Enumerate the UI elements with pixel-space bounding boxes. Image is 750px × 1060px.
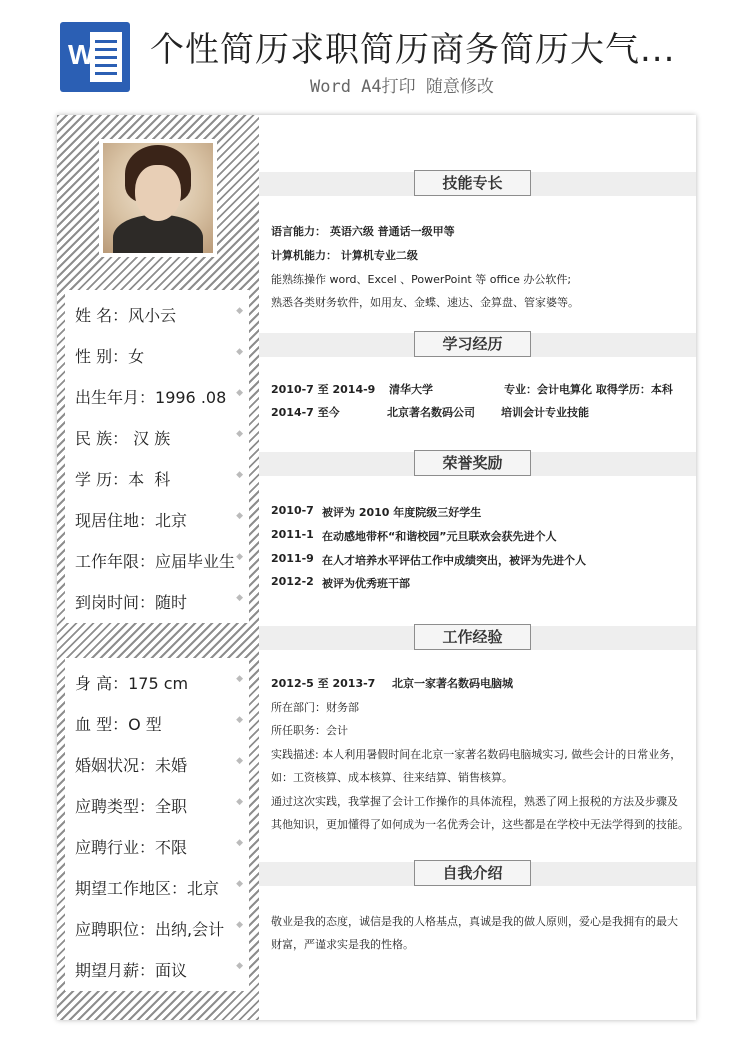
info-salary: 期望月薪：面议 bbox=[75, 961, 188, 980]
section-title-work: 工作经验 bbox=[414, 624, 531, 650]
intro-line: 财富，严谨求实是我的性格。 bbox=[271, 938, 414, 951]
info-residence: 现居住地：北京 bbox=[75, 511, 188, 530]
word-icon bbox=[60, 22, 130, 92]
work-line: 通过这次实践，我掌握了会计工作操作的具体流程，熟悉了网上报税的方法及步骤及 bbox=[271, 795, 678, 808]
document-header bbox=[0, 0, 750, 110]
profile-photo bbox=[99, 139, 217, 257]
intro-line: 敬业是我的态度，诚信是我的人格基点，真诚是我的做人原则，爱心是我拥有的最大 bbox=[271, 915, 678, 928]
honor-date: 2011-1 bbox=[271, 528, 314, 541]
section-honors bbox=[259, 452, 696, 476]
work-line: 其他知识，更加懂得了如何成为一名优秀会计，这些都是在学校中无法学得到的技能。 bbox=[271, 818, 689, 831]
education-detail: 培训会计专业技能 bbox=[501, 406, 589, 419]
honor-text: 在动感地带杯“和谐校园”元旦联欢会获先进个人 bbox=[322, 530, 557, 543]
section-title-honors: 荣誉奖励 bbox=[414, 450, 531, 476]
section-education bbox=[259, 333, 696, 357]
info-gender: 性 别：女 bbox=[75, 347, 145, 366]
honor-text: 被评为优秀班干部 bbox=[322, 577, 410, 590]
document-subtitle: Word A4打印 随意修改 bbox=[310, 77, 494, 97]
work-company: 北京一家著名数码电脑城 bbox=[392, 677, 513, 690]
work-line: 如：工资核算、成本核算、往来结算、销售核算。 bbox=[271, 771, 513, 784]
skills-line: 能熟练操作 word、Excel 、PowerPoint 等 office 办公软件; bbox=[271, 273, 572, 286]
skills-line: 熟悉各类财务软件，如用友、金蝶、速达、金算盘、管家婆等。 bbox=[271, 296, 579, 309]
skills-line: 计算机能力： 计算机专业二级 bbox=[271, 249, 418, 262]
info-blood-type: 血 型：O 型 bbox=[75, 715, 162, 734]
info-region: 期望工作地区：北京 bbox=[75, 879, 220, 898]
work-line: 所在部门：财务部 bbox=[271, 701, 359, 714]
resume-main bbox=[259, 115, 696, 1020]
basic-info-box: 姓 名：风小云 ◆ 性 别：女 ◆ 出生年月：1996 .08 ◆ 民 族： 汉 族 ◆ 学 历：本 科 ◆ 现居住地：北京 ◆ 工作年限：应届毕业生 ◆ 到岗时间：随时 ◆ bbox=[65, 290, 249, 623]
work-line: 实践描述: 本人利用暑假时间在北京一家著名数码电脑城实习, 做些会计的日常业务， bbox=[271, 748, 682, 761]
work-line: 所任职务：会计 bbox=[271, 724, 348, 737]
section-intro bbox=[259, 862, 696, 886]
info-start-time: 到岗时间：随时 bbox=[75, 593, 188, 612]
section-title-education: 学习经历 bbox=[414, 331, 531, 357]
education-period: 2010-7 至 2014-9 bbox=[271, 383, 376, 396]
info-name: 姓 名：风小云 bbox=[75, 306, 177, 325]
education-org: 北京著名数码公司 bbox=[387, 406, 475, 419]
section-title-skills: 技能专长 bbox=[414, 170, 531, 196]
resume-sidebar bbox=[57, 115, 259, 1020]
section-skills bbox=[259, 172, 696, 196]
honor-date: 2012-2 bbox=[271, 575, 314, 588]
info-work-years: 工作年限：应届毕业生 bbox=[75, 552, 236, 571]
education-org: 清华大学 bbox=[389, 383, 433, 396]
honor-text: 被评为 2010 年度院级三好学生 bbox=[322, 506, 482, 519]
info-height: 身 高：175 cm bbox=[75, 674, 189, 693]
info-birth: 出生年月：1996 .08 bbox=[75, 388, 227, 407]
info-job-type: 应聘类型：全职 bbox=[75, 797, 188, 816]
honor-date: 2011-9 bbox=[271, 552, 314, 565]
word-icon-letter: W bbox=[68, 39, 95, 70]
info-position: 应聘职位：出纳,会计 bbox=[75, 920, 225, 939]
info-marital: 婚姻状况：未婚 bbox=[75, 756, 188, 775]
section-title-intro: 自我介绍 bbox=[414, 860, 531, 886]
education-period: 2014-7 至今 bbox=[271, 406, 340, 419]
info-ethnicity: 民 族： 汉 族 bbox=[75, 429, 171, 448]
honor-date: 2010-7 bbox=[271, 504, 314, 517]
work-period: 2012-5 至 2013-7 bbox=[271, 677, 376, 690]
honor-text: 在人才培养水平评估工作中成绩突出，被评为先进个人 bbox=[322, 554, 586, 567]
document-title: 个性简历求职简历商务简历大气... bbox=[150, 30, 676, 70]
info-industry: 应聘行业：不限 bbox=[75, 838, 188, 857]
education-detail: 专业：会计电算化 取得学历：本科 bbox=[504, 383, 673, 396]
info-education: 学 历：本 科 bbox=[75, 470, 171, 489]
extra-info-box: 身 高：175 cm ◆ 血 型：O 型 ◆ 婚姻状况：未婚 ◆ 应聘类型：全职 ◆ 应聘行业：不限 ◆ 期望工作地区：北京 ◆ 应聘职位：出纳,会计 ◆ 期望月薪：面议 ◆ bbox=[65, 658, 249, 991]
skills-line: 语言能力： 英语六级 普通话一级甲等 bbox=[271, 225, 455, 238]
section-work bbox=[259, 626, 696, 650]
resume-page bbox=[57, 115, 696, 1020]
